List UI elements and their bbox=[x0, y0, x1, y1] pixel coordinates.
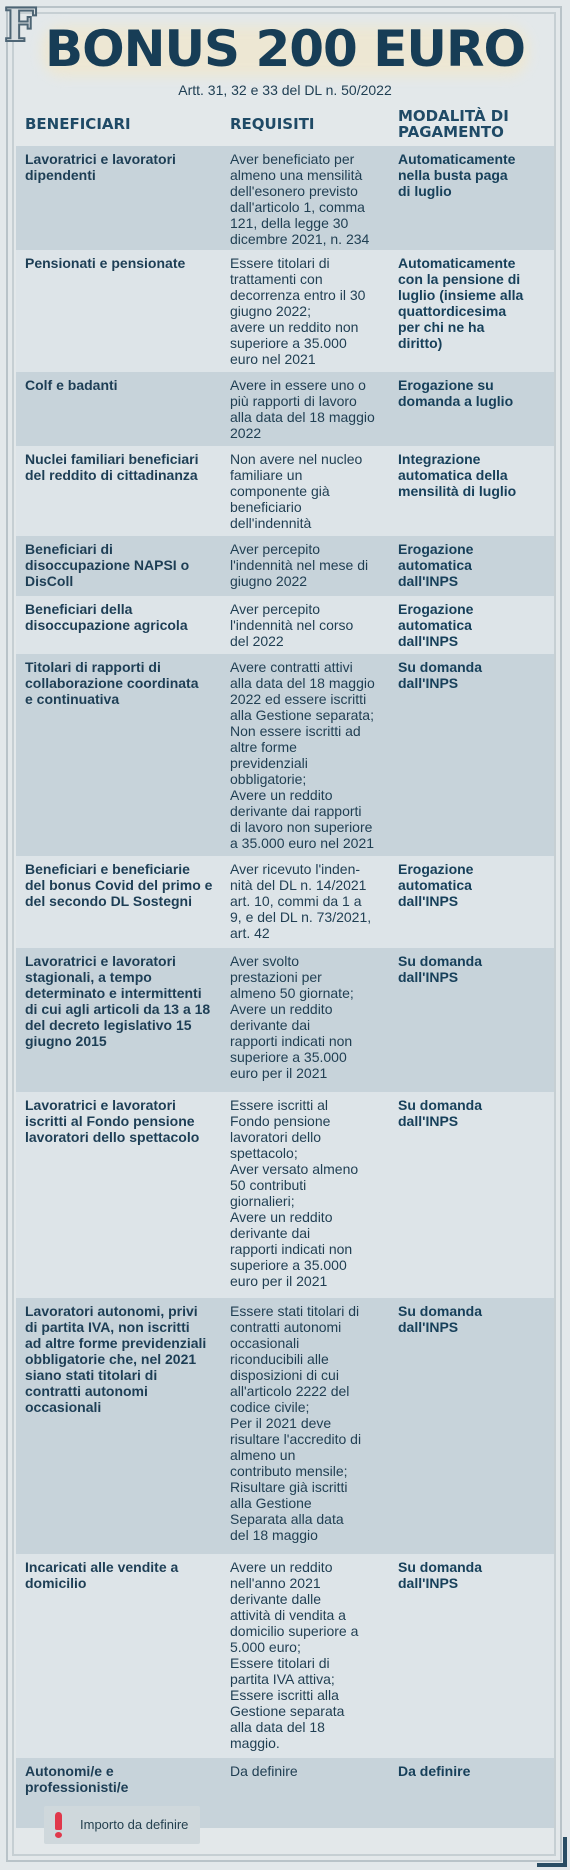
cell-requisiti: Aver percepito l'indennità nel corso del 2022 bbox=[230, 601, 354, 649]
note-box bbox=[44, 1806, 200, 1844]
table-row bbox=[16, 1092, 554, 1298]
cell-beneficiari: Pensionati e pensionate bbox=[25, 255, 186, 271]
cell-beneficiari: Beneficiari di disoccupazione NAPSI o DisColl bbox=[25, 541, 190, 589]
cell-beneficiari: Lavoratori autonomi, privi di partita IVA, non iscritti ad altre forme previdenziali obbligatorie che, nel 2021 siano stati titolari di contratti autonomi occasionali bbox=[25, 1303, 207, 1415]
publisher-logo: F bbox=[4, 0, 37, 52]
note-text: Importo da definire bbox=[80, 1817, 189, 1832]
table-row bbox=[16, 856, 554, 948]
cell-modalita: Su domanda dall'INPS bbox=[398, 659, 483, 691]
cell-beneficiari: Titolari di rapporti di collaborazione coordinata e continuativa bbox=[25, 659, 199, 707]
header-requisiti: REQUISITI bbox=[230, 115, 315, 133]
cell-requisiti: Avere un reddito nell'anno 2021 derivante dalle attività di vendita a domicilio superiore a 5.000 euro; Essere titolari di partita IVA attiva; Essere iscritti alla Gestione separata alla data del 18 maggio. bbox=[230, 1559, 359, 1751]
table-row bbox=[16, 948, 554, 1092]
cell-modalita: Erogazione automatica dall'INPS bbox=[398, 601, 474, 649]
cell-requisiti: Aver percepito l'indennità nel mese di giugno 2022 bbox=[230, 541, 369, 589]
header-beneficiari: BENEFICIARI bbox=[25, 115, 131, 133]
cell-requisiti: Avere in essere uno o più rapporti di lavoro alla data del 18 maggio 2022 bbox=[230, 377, 375, 441]
cell-modalita: Erogazione automatica dall'INPS bbox=[398, 541, 474, 589]
cell-modalita: Da definire bbox=[398, 1763, 471, 1779]
page-title: BONUS 200 EURO bbox=[44, 20, 526, 78]
cell-beneficiari: Lavoratrici e lavoratori stagionali, a tempo determinato e intermittenti di cui agli articoli da 13 a 18 del decreto legislativo 15 giugno 2015 bbox=[25, 953, 211, 1049]
table-row bbox=[16, 372, 554, 446]
exclamation-icon bbox=[52, 1812, 64, 1838]
cell-modalita: Erogazione su domanda a luglio bbox=[398, 377, 514, 409]
cell-requisiti: Da definire bbox=[230, 1763, 298, 1779]
cell-beneficiari: Beneficiari e beneficiarie del bonus Covid del primo e del secondo DL Sostegni bbox=[25, 861, 213, 909]
bonus-table bbox=[16, 146, 554, 1828]
cell-beneficiari: Lavoratrici e lavoratori iscritti al Fondo pensione lavoratori dello spettacolo bbox=[25, 1097, 200, 1145]
cell-requisiti: Essere stati titolari di contratti autonomi occasionali riconducibili alle disposizioni di cui all'articolo 2222 del codice civile; Per il 2021 deve risultare l'accredito di almeno un contributo mensile; Risultare già iscritti alla Gestione Separata alla data del 18 maggio bbox=[230, 1303, 362, 1543]
header-modalita: MODALITÀ DI PAGAMENTO bbox=[398, 107, 509, 141]
cell-modalita: Su domanda dall'INPS bbox=[398, 1097, 483, 1129]
table-row bbox=[16, 146, 554, 250]
cell-requisiti: Aver beneficiato per almeno una mensilità dell'esonero previsto dall'articolo 1, comma 121, della legge 30 dicembre 2021, n. 234 bbox=[230, 151, 370, 247]
cell-modalita: Erogazione automatica dall'INPS bbox=[398, 861, 474, 909]
cell-beneficiari: Beneficiari della disoccupazione agricola bbox=[25, 601, 188, 633]
cell-requisiti: Essere titolari di trattamenti con decorrenza entro il 30 giugno 2022; avere un reddito non superiore a 35.000 euro nel 2021 bbox=[230, 255, 366, 367]
cell-modalita: Su domanda dall'INPS bbox=[398, 953, 483, 985]
cell-requisiti: Essere iscritti al Fondo pensione lavoratori dello spettacolo; Aver versato almeno 50 contributi giornalieri; Avere un reddito derivante dai rapporti indicati non superiore a 35.000 euro per il 2021 bbox=[230, 1097, 359, 1289]
table-row bbox=[16, 536, 554, 596]
table-row bbox=[16, 250, 554, 372]
table-row bbox=[16, 596, 554, 654]
cell-beneficiari: Incaricati alle vendite a domicilio bbox=[25, 1559, 179, 1591]
cell-modalita: Automaticamente nella busta paga di luglio bbox=[398, 151, 516, 199]
cell-requisiti: Aver ricevuto l'inden- nità del DL n. 14/2021 art. 10, commi da 1 a 9, e del DL n. 73/2021, art. 42 bbox=[230, 861, 372, 941]
cell-beneficiari: Autonomi/e e professionisti/e bbox=[25, 1763, 129, 1795]
table-row bbox=[16, 1554, 554, 1758]
page-subtitle: Artt. 31, 32 e 33 del DL n. 50/2022 bbox=[178, 82, 392, 98]
corner-bracket bbox=[537, 1837, 567, 1867]
cell-beneficiari: Nuclei familiari beneficiari del reddito di cittadinanza bbox=[25, 451, 199, 483]
table-row bbox=[16, 654, 554, 856]
table-header bbox=[0, 107, 570, 146]
cell-requisiti: Aver svolto prestazioni per almeno 50 giornate; Avere un reddito derivante dai rapporti indicati non superiore a 35.000 euro per il 2021 bbox=[230, 953, 354, 1081]
cell-beneficiari: Lavoratrici e lavoratori dipendenti bbox=[25, 151, 176, 183]
table-row bbox=[16, 446, 554, 536]
cell-modalita: Su domanda dall'INPS bbox=[398, 1303, 483, 1335]
cell-requisiti: Non avere nel nucleo familiare un componente già beneficiario dell'indennità bbox=[230, 451, 363, 531]
cell-modalita: Automaticamente con la pensione di luglio (insieme alla quattordicesima per chi ne ha diritto) bbox=[398, 255, 524, 351]
cell-requisiti: Avere contratti attivi alla data del 18 maggio 2022 ed essere iscritti alla Gestione separata; Non essere iscritti ad altre forme previdenziali obbligatorie; Avere un reddito derivante dai rapporti di lavoro non superiore a 35.000 euro nel 2021 bbox=[230, 659, 375, 851]
cell-modalita: Integrazione automatica della mensilità di luglio bbox=[398, 451, 517, 499]
cell-beneficiari: Colf e badanti bbox=[25, 377, 118, 393]
table-row bbox=[16, 1298, 554, 1554]
cell-modalita: Su domanda dall'INPS bbox=[398, 1559, 483, 1591]
